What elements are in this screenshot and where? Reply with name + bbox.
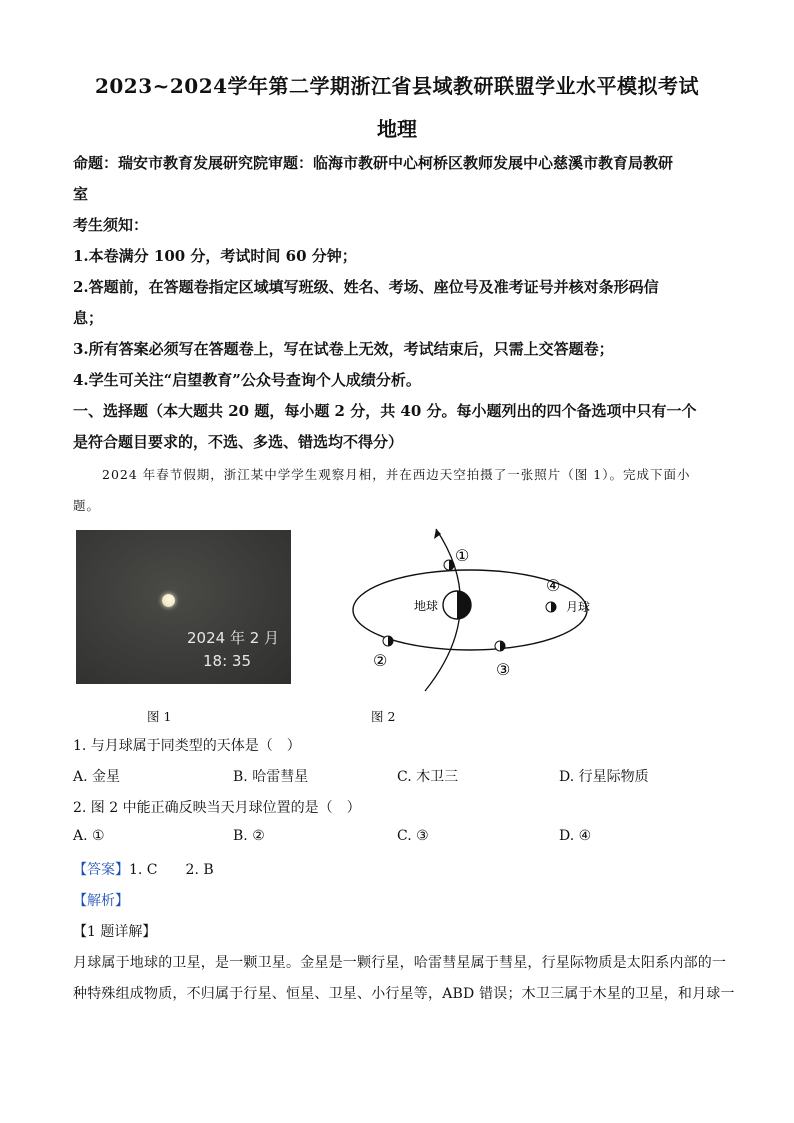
moon-position-4-icon (546, 602, 556, 612)
rule-1: 1.本卷满分 100 分，考试时间 60 分钟； (73, 247, 357, 265)
authors-line-1: 命题：瑞安市教育发展研究院审题：临海市教研中心柯桥区教师发展中心慈溪市教育局教研 (73, 154, 674, 172)
marker-1: ① (455, 546, 470, 565)
moon-icon (162, 594, 175, 607)
section-heading-line-2: 是符合题目要求的，不选、多选、错选均不得分） (73, 433, 404, 451)
figure-2-caption: 图 2 (371, 709, 396, 724)
q1-option-c: C. 木卫三 (397, 769, 459, 785)
q2-option-b: B. ② (233, 828, 265, 844)
moon-position-3-icon (495, 641, 505, 651)
answer-value-1: 1. C (129, 862, 158, 878)
earth-label: 地球 (414, 599, 439, 613)
answer-line (73, 859, 214, 879)
figure-1-caption: 图 1 (147, 709, 172, 724)
question-2: 2. 图 2 中能正确反映当天月球位置的是（ ） (73, 800, 361, 816)
rule-4: 4.学生可关注“启望教育”公众号查询个人成绩分析。 (73, 371, 421, 389)
moon-photo (76, 530, 291, 684)
section-heading-line-1: 一、选择题（本大题共 20 题，每小题 2 分，共 40 分。每小题列出的四个备选项中只有一个 (73, 402, 697, 420)
rule-3: 3.所有答案必须写在答题卷上，写在试卷上无效，考试结束后，只需上交答题卷； (73, 340, 614, 358)
q1-detail-label: 【1 题详解】 (73, 924, 157, 940)
marker-3: ③ (496, 660, 511, 679)
moon-position-2-icon (383, 636, 393, 646)
arc-arrow-icon (434, 529, 441, 539)
analysis-label: 【解析】 (73, 893, 129, 909)
q2-option-c: C. ③ (397, 828, 429, 844)
q1-option-d: D. 行星际物质 (559, 769, 649, 785)
marker-2: ② (373, 651, 388, 670)
q2-option-a: A. ① (73, 828, 105, 844)
moon-position-1-icon (444, 560, 454, 570)
rule-2-line-1: 2.答题前，在答题卷指定区域填写班级、姓名、考场、座位号及准考证号并核对条形码信 (73, 278, 659, 296)
analysis-line-1: 月球属于地球的卫星，是一颗卫星。金星是一颗行星，哈雷彗星属于彗星，行星际物质是太阳系内部的一 (73, 955, 727, 971)
rule-2-line-2: 息； (73, 309, 104, 327)
marker-4: ④ (546, 576, 561, 595)
authors-line-2: 室 (73, 185, 89, 203)
answer-label: 【答案】 (73, 862, 129, 878)
question-1: 1. 与月球属于同类型的天体是（ ） (73, 738, 301, 754)
photo-time-stamp: 18: 35 (203, 652, 251, 670)
stem-line-2: 题。 (73, 498, 101, 513)
notice-title: 考生须知： (73, 216, 149, 234)
q1-option-a: A. 金星 (73, 769, 121, 785)
earth-icon (443, 591, 471, 619)
exam-title: 2023~2024学年第二学期浙江省县域教研联盟学业水平模拟考试 (94, 74, 700, 98)
answer-value-2: 2. B (185, 862, 214, 878)
analysis-line-2: 种特殊组成物质，不归属于行星、恒星、卫星、小行星等，ABD 错误；木卫三属于木星的卫星，和月球一 (73, 986, 735, 1002)
moon-label: 月球 (566, 600, 591, 614)
exam-subject: 地理 (377, 117, 417, 141)
stem-line-1: 2024 年春节假期，浙江某中学学生观察月相，并在西边天空拍摄了一张照片（图 1）。完成下面小 (102, 467, 691, 482)
q1-option-b: B. 哈雷彗星 (233, 769, 309, 785)
q2-option-d: D. ④ (559, 828, 592, 844)
orbit-diagram (340, 525, 591, 695)
photo-date-stamp: 2024 年 2 月 (187, 629, 280, 647)
